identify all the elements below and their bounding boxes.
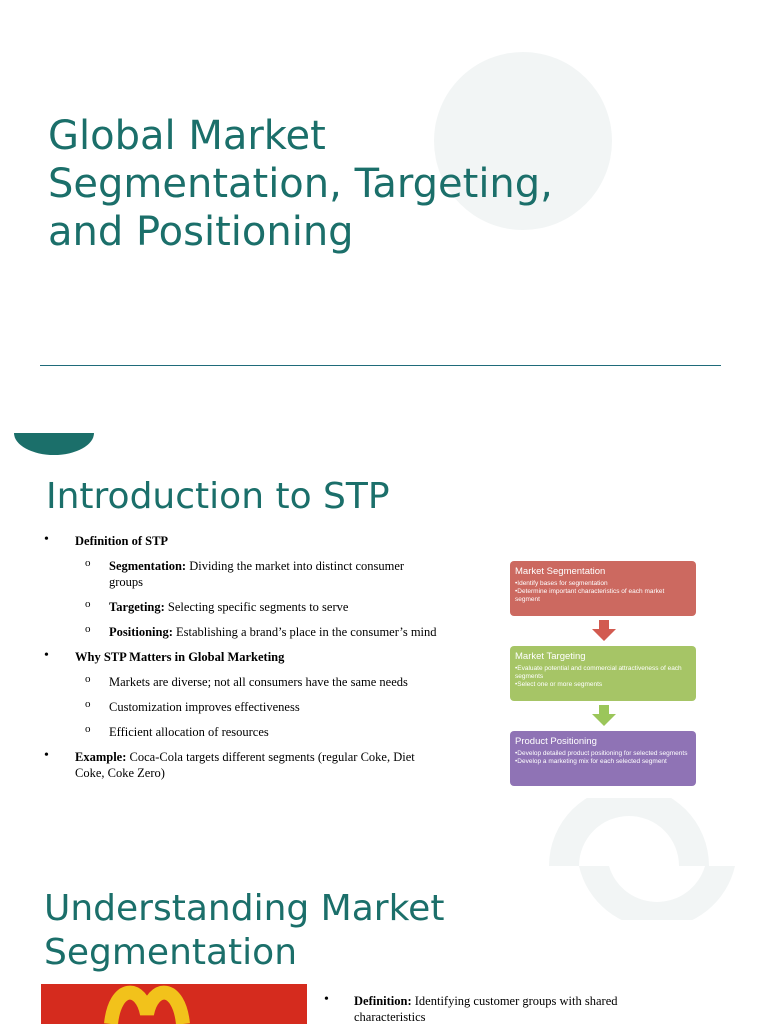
bullet-text: Markets are diverse; not all consumers have the same needs xyxy=(109,675,408,689)
stp-bullet-list xyxy=(40,533,440,790)
list-item xyxy=(40,599,440,615)
title-line: Understanding Market xyxy=(44,888,445,929)
list-item xyxy=(40,558,440,590)
bullet-text: Dividing the market into distinct consumer groups xyxy=(109,559,405,589)
bullet-label: Targeting: xyxy=(109,600,165,614)
list-item xyxy=(40,649,440,665)
bullet-label: Example: xyxy=(75,750,127,764)
step-title: Product Positioning xyxy=(515,736,597,747)
mcdonalds-logo-image xyxy=(41,984,307,1024)
list-item xyxy=(320,993,680,1025)
step-item: •Determine important characteristics of each market segment xyxy=(515,588,665,603)
title-line: Segmentation, Targeting, xyxy=(48,161,553,207)
step-title: Market Segmentation xyxy=(515,566,606,577)
list-item xyxy=(40,533,440,549)
decorative-ring xyxy=(549,798,735,920)
golden-arches-icon xyxy=(41,984,307,1024)
title-line: Segmentation xyxy=(44,932,298,973)
bullet-text: Establishing a brand’s place in the consumer’s mind xyxy=(172,625,437,639)
bullet-label: Why STP Matters in Global Marketing xyxy=(75,650,285,664)
step-item: •Select one or more segments xyxy=(515,681,603,688)
bullet-text: Customization improves effectiveness xyxy=(109,700,300,714)
bullet-text: Identifying customer groups with shared characteristics xyxy=(354,994,618,1024)
bullet-label: Definition: xyxy=(354,994,412,1008)
list-item xyxy=(40,724,440,740)
bullet-text: Efficient allocation of resources xyxy=(109,725,269,739)
title-slide-heading xyxy=(48,112,648,256)
intro-slide-title: Introduction to STP xyxy=(46,476,390,517)
list-item xyxy=(40,749,440,781)
title-line: Global Market xyxy=(48,113,326,159)
step-item: •Evaluate potential and commercial attractiveness of each segments xyxy=(515,665,682,680)
step-item: •Identify bases for segmentation xyxy=(515,580,608,587)
list-item xyxy=(40,699,440,715)
bullet-label: Definition of STP xyxy=(75,534,169,548)
segmentation-slide-title xyxy=(44,887,524,975)
list-item xyxy=(40,624,440,640)
decorative-half-circle xyxy=(14,433,94,455)
slide-divider xyxy=(40,365,721,366)
list-item xyxy=(40,674,440,690)
title-line: and Positioning xyxy=(48,209,354,255)
bullet-text: Coca-Cola targets different segments (regular Coke, Diet Coke, Coke Zero) xyxy=(75,750,415,780)
down-arrow-icon xyxy=(591,705,617,727)
positioning-step-box xyxy=(510,731,696,786)
step-title: Market Targeting xyxy=(515,651,586,662)
segmentation-step-box xyxy=(510,561,696,616)
step-item: •Develop detailed product positioning for selected segments xyxy=(515,750,688,757)
bullet-label: Positioning: xyxy=(109,625,173,639)
down-arrow-icon xyxy=(591,620,617,642)
step-item: •Develop a marketing mix for each selected segment xyxy=(515,758,667,765)
targeting-step-box xyxy=(510,646,696,701)
bullet-label: Segmentation: xyxy=(109,559,187,573)
bullet-text: Selecting specific segments to serve xyxy=(164,600,349,614)
segmentation-bullet-list xyxy=(320,993,680,1034)
